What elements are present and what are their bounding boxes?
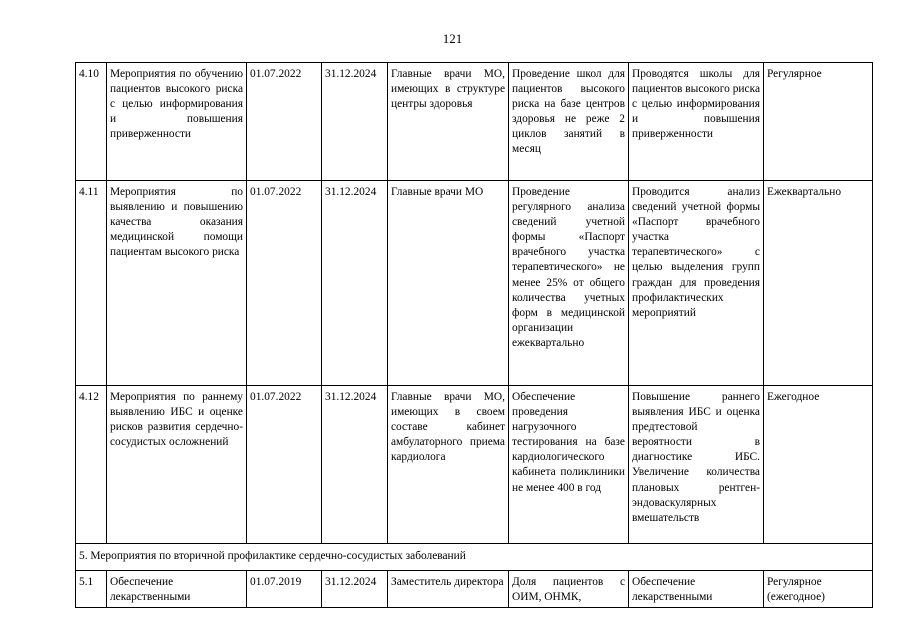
- table-row-5-1: [76, 571, 873, 608]
- row-number: 4.11: [76, 181, 107, 386]
- section-heading: 5. Мероприятия по вторичной профилактике сердечно-сосудистых заболеваний: [76, 544, 873, 571]
- result-cell: Проводится анализ сведений учетной формы «Паспорт врачебного участка терапевтического» с целью выделения групп граждан для проведения профилактических мероприятий: [629, 181, 764, 386]
- responsible-cell: Главные врачи МО: [388, 181, 509, 386]
- start-date-cell: 01.07.2022: [247, 386, 322, 544]
- end-date-cell: 31.12.2024: [322, 63, 388, 181]
- event-cell: Мероприятия по раннему выявлению ИБС и оценке рисков развития сердечно-сосудистых осложнений: [107, 386, 247, 544]
- frequency-cell: Ежегодное: [764, 386, 873, 544]
- end-date-cell: 31.12.2024: [322, 571, 388, 608]
- row-number: 4.12: [76, 386, 107, 544]
- result-cell: Обеспечение лекарственными: [629, 571, 764, 608]
- responsible-cell: Главные врачи МО, имеющих в своем составе кабинет амбулаторного приема кардиолога: [388, 386, 509, 544]
- page-number: 121: [442, 31, 463, 46]
- section-heading-row: [76, 544, 873, 571]
- indicator-cell: Обеспечение проведения нагрузочного тестирования на базе кардиологического кабинета поликлиники не менее 400 в год: [509, 386, 629, 544]
- end-date-cell: 31.12.2024: [322, 386, 388, 544]
- start-date-cell: 01.07.2019: [247, 571, 322, 608]
- result-cell: Проводятся школы для пациентов высокого риска с целью информирования и повышения приверженности: [629, 63, 764, 181]
- event-cell: Обеспечение лекарственными: [107, 571, 247, 608]
- responsible-cell: Главные врачи МО, имеющих в структуре центры здоровья: [388, 63, 509, 181]
- responsible-cell: Заместитель директора: [388, 571, 509, 608]
- table-row-4-10: [76, 63, 873, 181]
- indicator-cell: Проведение школ для пациентов высокого риска на базе центров здоровья не реже 2 циклов занятий в месяц: [509, 63, 629, 181]
- table-row-4-12: [76, 386, 873, 544]
- frequency-cell: Ежеквартально: [764, 181, 873, 386]
- frequency-cell: Регулярное: [764, 63, 873, 181]
- start-date-cell: 01.07.2022: [247, 63, 322, 181]
- indicator-cell: Доля пациентов с ОИМ, ОНМК,: [509, 571, 629, 608]
- row-number: 5.1: [76, 571, 107, 608]
- frequency-cell: Регулярное (ежегодное): [764, 571, 873, 608]
- table-row-4-11: [76, 181, 873, 386]
- row-number: 4.10: [76, 63, 107, 181]
- event-cell: Мероприятия по обучению пациентов высокого риска с целью информирования и повышения приверженности: [107, 63, 247, 181]
- end-date-cell: 31.12.2024: [322, 181, 388, 386]
- result-cell: Повышение раннего выявления ИБС и оценка предтестовой вероятности в диагностике ИБС. Увеличение количества плановых рентген-эндоваскулярных вмешательств: [629, 386, 764, 544]
- start-date-cell: 01.07.2022: [247, 181, 322, 386]
- indicator-cell: Проведение регулярного анализа сведений учетной формы «Паспорт врачебного участка терапевтического» не менее 25% от общего количества учетных форм в медицинской организации ежеквартально: [509, 181, 629, 386]
- event-cell: Мероприятия по выявлению и повышению качества оказания медицинской помощи пациентам высокого риска: [107, 181, 247, 386]
- measures-table: [75, 62, 873, 608]
